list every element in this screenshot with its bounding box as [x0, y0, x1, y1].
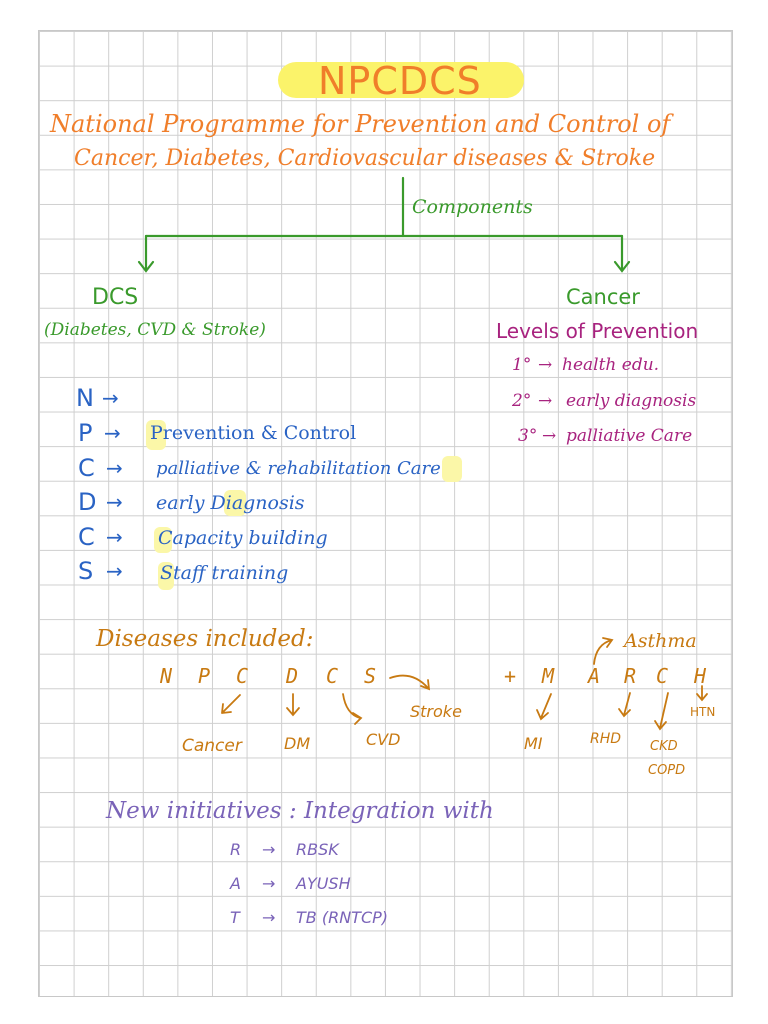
dcs-heading: DCS	[92, 285, 139, 310]
disease-letter-c2: C	[326, 664, 339, 688]
acronym-letter: C	[78, 454, 95, 482]
initiative-letter: A	[230, 874, 241, 893]
cancer-heading: Cancer	[566, 285, 640, 309]
level-arrow: →	[538, 355, 553, 375]
ckd-label: CKD	[650, 739, 678, 754]
acronym-text: Capacity building	[158, 527, 328, 549]
level-text: palliative Care	[566, 426, 693, 446]
mi-label: MI	[524, 734, 543, 753]
components-label: Components	[412, 196, 533, 218]
a-to-asthma-arrow	[594, 638, 612, 664]
level-arrow: →	[538, 391, 553, 411]
acronym-letter: N	[76, 384, 94, 412]
h-to-htn-arrow	[697, 686, 707, 700]
initiatives-heading: New initiatives : Integration with	[106, 798, 494, 824]
level-arrow: →	[542, 426, 557, 446]
asthma-label: Asthma	[624, 630, 697, 652]
acronym-letter: S	[78, 557, 94, 585]
acronym-arrow: →	[106, 456, 123, 480]
acronym-letter: D	[78, 488, 97, 516]
acronym-text: early Diagnosis	[156, 492, 305, 514]
acronym-arrow: →	[102, 386, 119, 410]
initiative-letter: T	[230, 908, 240, 927]
d-to-dm-arrow	[287, 694, 299, 715]
initiative-letter: R	[230, 840, 242, 859]
level-number: 1°	[512, 355, 532, 375]
dcs-subtitle: (Diabetes, CVD & Stroke)	[44, 320, 266, 340]
stroke-label: Stroke	[410, 702, 462, 721]
level-text: health edu.	[562, 355, 660, 375]
r-to-rhd-arrow	[619, 693, 630, 716]
highlight-care	[442, 456, 462, 482]
march-letter-h: H	[694, 664, 707, 688]
c-to-cvd-arrow	[343, 694, 361, 724]
level-text: early diagnosis	[566, 391, 697, 411]
march-letter-a: A	[588, 664, 601, 688]
initiative-text: AYUSH	[296, 874, 351, 893]
disease-letter-s: S	[364, 664, 377, 688]
level-number: 2°	[512, 391, 532, 411]
acronym-text: Prevention & Control	[150, 422, 357, 444]
acronym-text: Staff training	[160, 562, 289, 584]
acronym-text: palliative & rehabilitation Care	[156, 458, 441, 479]
initiative-text: TB (RNTCP)	[296, 908, 388, 927]
full-name-line-2: Cancer, Diabetes, Cardiovascular diseases & Stroke	[74, 146, 656, 171]
full-name-line-1: National Programme for Prevention and Control of	[50, 110, 671, 138]
diseases-heading: Diseases included:	[96, 626, 314, 652]
levels-of-prevention-title: Levels of Prevention	[496, 319, 699, 343]
initiative-arrow: →	[262, 908, 276, 927]
page-title: NPCDCS	[318, 59, 482, 103]
m-to-mi-arrow	[537, 694, 551, 719]
disease-letter-p: P	[198, 664, 211, 688]
disease-letter-c: C	[236, 664, 249, 688]
htn-label: HTN	[690, 705, 716, 719]
c-to-cancer-arrow	[222, 695, 240, 713]
march-letter-r: R	[624, 664, 637, 688]
dm-label: DM	[284, 734, 311, 753]
initiative-arrow: →	[262, 874, 276, 893]
acronym-arrow: →	[106, 559, 123, 583]
rhd-label: RHD	[590, 731, 622, 747]
acronym-letter: P	[78, 419, 93, 447]
acronym-letter: C	[78, 523, 95, 551]
march-letter-c: C	[656, 664, 669, 688]
s-to-stroke-arrow	[390, 676, 429, 689]
cvd-label: CVD	[366, 730, 401, 749]
acronym-arrow: →	[106, 490, 123, 514]
initiative-arrow: →	[262, 840, 276, 859]
copd-label: COPD	[648, 763, 686, 778]
initiative-text: RBSK	[296, 840, 339, 859]
acronym-arrow: →	[106, 525, 123, 549]
c-to-ckd-arrow	[655, 693, 668, 729]
cancer-label: Cancer	[182, 736, 242, 756]
march-letter-m: M	[542, 664, 555, 688]
disease-letter-n: N	[160, 664, 173, 688]
level-number: 3°	[518, 426, 538, 446]
disease-letter-d: D	[286, 664, 299, 688]
plus-sign: +	[504, 664, 517, 688]
acronym-arrow: →	[104, 421, 121, 445]
